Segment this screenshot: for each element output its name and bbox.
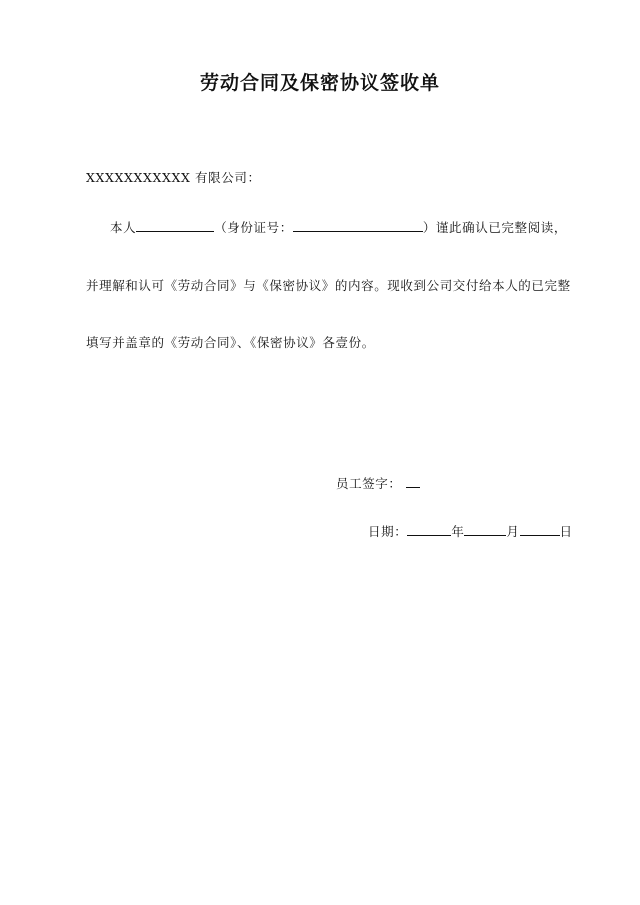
confirmation-line-1 — [110, 218, 567, 236]
month-label: 月 — [506, 524, 520, 539]
date-label: 日期： — [368, 524, 408, 539]
addressee-line: XXXXXXXXXXX 有限公司： — [86, 170, 261, 185]
self-label: 本人 — [110, 220, 137, 235]
document-title: 劳动合同及保密协议签收单 — [199, 72, 440, 94]
month-blank — [464, 522, 506, 536]
year-label: 年 — [451, 524, 465, 539]
day-blank — [520, 522, 560, 536]
id-number-blank — [293, 218, 423, 232]
confirmation-text: ）谨此确认已完整阅读， — [422, 220, 567, 235]
day-label: 日 — [559, 524, 573, 539]
date-line — [368, 522, 573, 540]
confirmation-line-2: 并理解和认可《劳动合同》与《保密协议》的内容。现收到公司交付给本人的已完整 — [86, 278, 571, 293]
signature-blank — [406, 474, 420, 488]
confirmation-line-3: 填写并盖章的《劳动合同》、《保密协议》各壹份。 — [86, 335, 375, 350]
year-blank — [407, 522, 451, 536]
signature-label: 员工签字： — [336, 476, 402, 491]
name-blank — [136, 218, 214, 232]
signature-line — [336, 474, 420, 492]
id-label: （身份证号： — [214, 220, 293, 235]
